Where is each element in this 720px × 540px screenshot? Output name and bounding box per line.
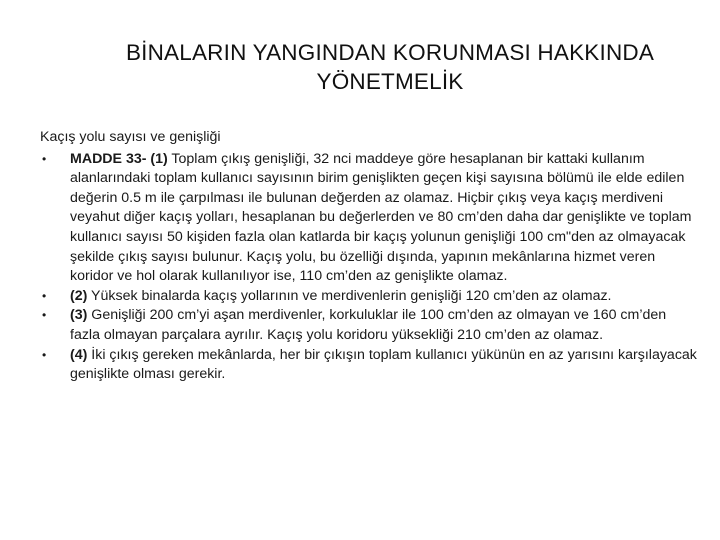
item-text: Yüksek binalarda kaçış yollarının ve merdivenlerin genişliği 120 cm’den az olamaz. — [87, 287, 612, 304]
slide-title — [40, 38, 720, 96]
section-heading: Kaçış yolu sayısı ve genişliği — [40, 129, 221, 145]
item-text: İki çıkış gereken mekânlarda, her bir çıkışın toplam kullanıcı yükünün en az yarısını karşılayacak genişlikte olması gerekir. — [70, 346, 697, 383]
list-item-4 — [40, 346, 700, 385]
list-item-3 — [40, 306, 700, 345]
list-item-1 — [40, 150, 700, 287]
bullet-icon: • — [42, 151, 47, 166]
bullet-icon: • — [42, 308, 47, 323]
item-lead: (3) — [70, 307, 88, 324]
item-lead: (4) — [70, 346, 88, 363]
item-text: Toplam çıkış genişliği, 32 nci maddeye göre hesaplanan bir kattaki kullanım alanlarındaki toplam kullanıcı sayısının birim genişlikten geçen kişi sayısına bölümü ile elde edilen değerin 0.5 m ile çarpılması ile bulunan değerden az olamaz. Hiçbir çıkış veya kaçış merdiveni veyahut diğer kaçış yolları, hesaplanan bu değerlerden ve 80 cm’den daha dar genişlikte ve toplam kullanıcı sayısı 50 kişiden fazla olan katlarda bir kaçış yolunun genişliği 100 cm"den az olmayacak şekilde çıkış sayısı bulunur. Kaçış yolu, bu özelliği dışında, yapının mekânlarına hizmet veren koridor ve hol olarak kullanılıyor ise, 110 cm’den az genişlikte olamaz. — [70, 150, 692, 285]
title-line-1: BİNALARIN YANGINDAN KORUNMASI HAKKINDA — [125, 40, 655, 65]
bullet-icon: • — [42, 347, 47, 362]
title-line-2: YÖNETMELİK — [316, 69, 464, 94]
list-item-2 — [40, 287, 700, 307]
item-lead: MADDE 33- (1) — [70, 150, 168, 167]
item-lead: (2) — [70, 287, 88, 304]
item-text: Genişliği 200 cm’yi aşan merdivenler, korkuluklar ile 100 cm’den az olmayan ve 160 cm’den fazla olmayan parçalara ayrılır. Kaçış yolu koridoru yüksekliği 210 cm’den az olamaz. — [70, 307, 667, 343]
slide-body — [40, 128, 700, 385]
bullet-icon: • — [42, 288, 47, 303]
